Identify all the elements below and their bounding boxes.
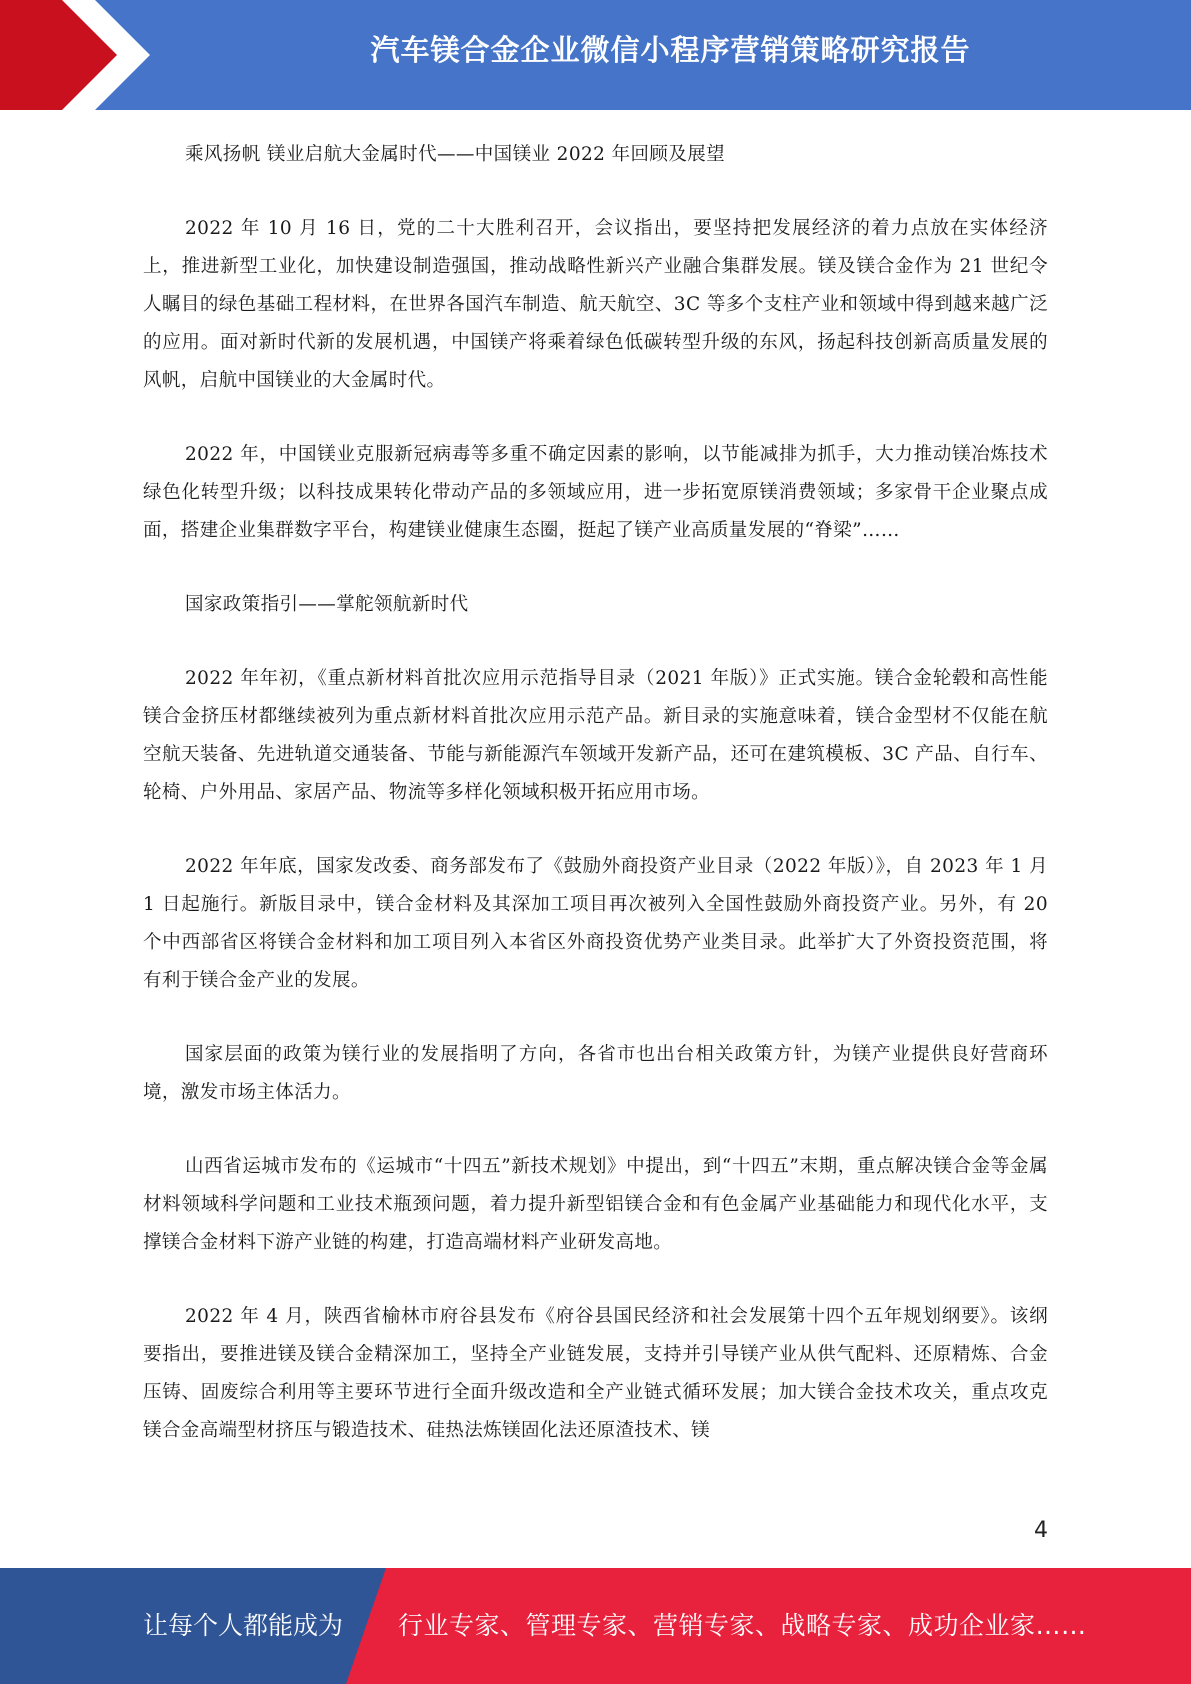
paragraph: 山西省运城市发布的《运城市“十四五”新技术规划》中提出，到“十四五”末期，重点解决镁合金等金属材料领域科学问题和工业技术瓶颈问题，着力提升新型铝镁合金和有色金属产业基础能力和现代化水平，支撑镁合金材料下游产业链的构建，打造高端材料产业研发高地。 [143, 1156, 1048, 1253]
footer-slogan-left: 让每个人都能成为 [143, 1611, 344, 1640]
section-heading: 乘风扬帆 镁业启航大金属时代——中国镁业 2022 年回顾及展望 [185, 144, 726, 165]
page-header [0, 0, 1191, 110]
header-arrow-decoration [0, 0, 160, 110]
article-body [143, 136, 1048, 1486]
report-title: 汽车镁合金企业微信小程序营销策略研究报告 [370, 33, 971, 67]
section-heading: 国家政策指引——掌舵领航新时代 [185, 594, 469, 615]
paragraph: 国家层面的政策为镁行业的发展指明了方向，各省市也出台相关政策方针，为镁产业提供良好营商环境，激发市场主体活力。 [143, 1044, 1048, 1103]
footer-slogan-right: 行业专家、管理专家、营销专家、战略专家、成功企业家…… [398, 1611, 1087, 1640]
page-number: 4 [1034, 1518, 1048, 1543]
page-footer [0, 1568, 1191, 1684]
paragraph: 2022 年，中国镁业克服新冠病毒等多重不确定因素的影响，以节能减排为抓手，大力推动镁冶炼技术绿色化转型升级；以科技成果转化带动产品的多领域应用，进一步拓宽原镁消费领域；多家骨干企业聚点成面，搭建企业集群数字平台，构建镁业健康生态圈，挺起了镁产业高质量发展的“脊梁”…… [143, 444, 1048, 541]
paragraph: 2022 年 4 月，陕西省榆林市府谷县发布《府谷县国民经济和社会发展第十四个五年规划纲要》。该纲要指出，要推进镁及镁合金精深加工，坚持全产业链发展，支持并引导镁产业从供气配料、还原精炼、合金压铸、固废综合利用等主要环节进行全面升级改造和全产业链式循环发展；加大镁合金技术攻关，重点攻克镁合金高端型材挤压与锻造技术、硅热法炼镁固化法还原渣技术、镁 [143, 1306, 1048, 1441]
paragraph: 2022 年 10 月 16 日，党的二十大胜利召开，会议指出，要坚持把发展经济的着力点放在实体经济上，推进新型工业化，加快建设制造强国，推动战略性新兴产业融合集群发展。镁及镁合金作为 21 世纪令人瞩目的绿色基础工程材料，在世界各国汽车制造、航天航空、3C 等多个支柱产业和领域中得到越来越广泛的应用。面对新时代新的发展机遇，中国镁产将乘着绿色低碳转型升级的东风，扬起科技创新高质量发展的风帆，启航中国镁业的大金属时代。 [143, 218, 1048, 391]
paragraph: 2022 年年初，《重点新材料首批次应用示范指导目录（2021 年版）》正式实施。镁合金轮毂和高性能镁合金挤压材都继续被列为重点新材料首批次应用示范产品。新目录的实施意味着，镁合金型材不仅能在航空航天装备、先进轨道交通装备、节能与新能源汽车领域开发新产品，还可在建筑模板、3C 产品、自行车、轮椅、户外用品、家居产品、物流等多样化领域积极开拓应用市场。 [143, 668, 1048, 803]
paragraph: 2022 年年底，国家发改委、商务部发布了《鼓励外商投资产业目录（2022 年版）》，自 2023 年 1 月 1 日起施行。新版目录中，镁合金材料及其深加工项目再次被列入全国性鼓励外商投资产业。另外，有 20 个中西部省区将镁合金材料和加工项目列入本省区外商投资优势产业类目录。此举扩大了外资投资范围，将有利于镁合金产业的发展。 [143, 856, 1048, 991]
